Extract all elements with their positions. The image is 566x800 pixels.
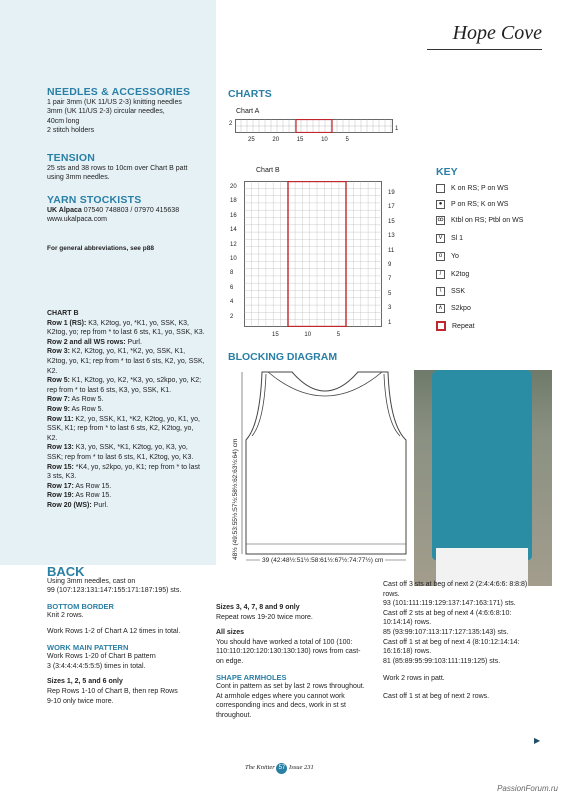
key-heading: KEY <box>436 166 458 178</box>
chart-a-row1: 1 <box>395 126 399 132</box>
garment-photo <box>414 370 552 586</box>
needles-line: 40cm long <box>47 117 80 125</box>
chart-b-row: Row 13: K3, yo, SSK, *K1, K2tog, yo, K3, yo, SSK; rep from * to last 6 sts, K1, K2tog, yo, K3. <box>47 444 194 461</box>
sizes-heading: Sizes 1, 2, 5 and 6 only <box>47 678 123 686</box>
chart-b-row: Row 2 and all WS rows: Purl. <box>47 338 142 346</box>
yarn-section <box>47 196 217 225</box>
chart-b-instructions <box>47 309 205 510</box>
column-3 <box>383 580 533 702</box>
col3-text: Work 2 rows in patt. <box>383 675 445 683</box>
knit-icon <box>436 184 445 193</box>
chart-b-col-numbers: 15 10 5 <box>272 332 341 338</box>
blocking-height: 48½ (49:53:55½:57½:58½:62:63½:64) cm <box>232 438 239 560</box>
chart-b-row: Row 3: K2, K2tog, yo, K1, *K2, yo, SSK, K1, K2tog, yo, K1; rep from * to last 6 sts, K2, yo, SSK, K2. <box>47 348 205 375</box>
chart-a-label: Chart A <box>236 108 260 115</box>
chart-b-row: Row 9: As Row 5. <box>47 405 104 413</box>
chart-b-grid <box>244 181 382 327</box>
title-rule <box>427 49 542 50</box>
yarn-brand: UK Alpaca <box>47 206 82 214</box>
needles-line: 3mm (UK 11/US 2-3) circular needles, <box>47 108 165 115</box>
yarn-phone: 07540 748803 / 07970 415638 <box>81 206 180 214</box>
chart-b-row: Row 20 (WS): Purl. <box>47 501 109 509</box>
col3-text: 93 (101:111:119:129:137:147:163:171) sts. <box>383 600 516 608</box>
sizes-heading: Sizes 3, 4, 7, 8 and 9 only <box>216 604 300 611</box>
back-section <box>47 564 207 706</box>
chart-b-row: Row 5: K1, K2tog, yo, K2, *K3, yo, s2kpo, yo, K2; rep from * to last 6 sts, K3, yo, SSK, K1. <box>47 377 202 394</box>
chart-b-text-heading: CHART B <box>47 310 79 317</box>
ktbl-icon: ꝏ <box>437 217 444 223</box>
key-item: ● P on RS; K on WS <box>436 200 508 209</box>
key-item: ∧ S2kpo <box>436 304 471 313</box>
chart-b-row: Row 1 (RS): K3, K2tog, yo, *K1, yo, SSK, K3, K2tog, yo; rep from * to last 6 sts, K1, yo, SSK, K3. <box>47 319 205 337</box>
shape-armholes-heading: SHAPE ARMHOLES <box>216 672 287 682</box>
col3-text: Cast off 3 sts at beg of next 2 (2:4:4:6:6: 8:8:8) rows. <box>383 581 528 598</box>
repeat-icon <box>436 321 446 331</box>
chart-b-row: Row 17: As Row 15. <box>47 482 112 490</box>
key-item: / K2tog <box>436 270 469 279</box>
back-text: Work Rows 1-20 of Chart B pattern <box>47 653 156 661</box>
key-item: \ SSK <box>436 287 465 296</box>
yarn-website[interactable]: www.ukalpaca.com <box>47 216 107 223</box>
needles-line: 2 stitch holders <box>47 127 95 134</box>
col2-text: Repeat rows 19-20 twice more. <box>216 613 313 621</box>
chart-a-row2: 2 <box>229 121 233 127</box>
blocking-heading: BLOCKING DIAGRAM <box>228 351 338 363</box>
needles-section <box>47 88 217 136</box>
slip-icon: V <box>436 234 445 243</box>
blocking-width: 39 (42:48½:51½:58:61½:67½:74:77½) cm <box>262 557 384 564</box>
chart-b-left-numbers: 20 18 16 14 12 10 8 6 4 2 <box>230 184 237 320</box>
back-text: 99 (107:123:131:147:155:171:187:195) sts. <box>47 587 182 595</box>
ssk-icon: \ <box>436 287 445 296</box>
chart-b-row: Row 7: As Row 5. <box>47 396 104 404</box>
key-item: Repeat <box>436 321 475 331</box>
page-number: 57 <box>276 763 287 774</box>
col2-text: You should have worked a total of 100 (100: 110:110:120:120:130:130:130) rows from cast-on edge. <box>216 638 361 665</box>
back-text: 9-10 only twice more. <box>47 697 114 705</box>
blocking-diagram <box>240 370 410 566</box>
back-text: Rep Rows 1-10 of Chart B, then rep Rows <box>47 687 178 695</box>
page-title: Hope Cove <box>452 22 542 44</box>
needles-heading: NEEDLES & ACCESSORIES <box>47 86 191 98</box>
chart-b-label: Chart B <box>256 167 280 174</box>
back-text: 3 (3:4:4:4:4:5:5:5) times in total. <box>47 662 146 670</box>
needles-line: 1 pair 3mm (UK 11/US 2-3) knitting needles <box>47 98 182 106</box>
back-text: Knit 2 rows. <box>47 612 84 620</box>
abbrev-note: For general abbreviations, see p88 <box>47 245 154 252</box>
yo-icon: o <box>436 252 445 261</box>
main-pattern-heading: WORK MAIN PATTERN <box>47 642 129 652</box>
col3-text: Cast off 1 st at beg of next 2 rows. <box>383 692 490 700</box>
footer: The Knitter 57 Issue 231 <box>245 763 314 774</box>
col3-text: 81 (85:89:95:99:103:111:119:125) sts. <box>383 657 501 665</box>
all-sizes-heading: All sizes <box>216 629 245 637</box>
key-item: o Yo <box>436 252 459 261</box>
col2-text: Cont in pattern as set by last 2 rows throughout. At armhole edges where you cannot work corresponding incs and decs, work in st st throughout. <box>216 683 365 719</box>
tension-section <box>47 154 217 183</box>
col3-text: 85 (93:99:107:113:117:127:135:143) sts. <box>383 628 509 636</box>
chart-b-right-numbers: 19 17 15 13 11 9 7 5 3 1 <box>388 190 395 326</box>
chart-a-grid <box>235 119 393 133</box>
s2kpo-icon: ∧ <box>436 304 445 313</box>
key-item: V Sl 1 <box>436 234 463 243</box>
column-2 <box>216 603 366 721</box>
chart-b-row: Row 11: K2, yo, SSK, K1, *K2, K2tog, yo, K1, yo, SSK, K1; rep from * to last 6 sts, K2, K2tog, yo, K2. <box>47 415 200 442</box>
chart-a-col-numbers: 25 20 15 10 5 <box>248 137 349 143</box>
tension-heading: TENSION <box>47 152 96 164</box>
chart-b-row: Row 19: As Row 15. <box>47 492 112 500</box>
continue-arrow-icon: ▶ <box>534 736 541 745</box>
chart-b-row: Row 15: *K4, yo, s2kpo, yo, K1; rep from * to last 3 sts, K3. <box>47 463 200 481</box>
tension-line: 25 sts and 38 rows to 10cm over Chart B patt <box>47 164 188 172</box>
back-heading: BACK <box>47 564 85 579</box>
key-item: ꝏ Ktbl on RS; Ptbl on WS <box>437 217 524 224</box>
k2tog-icon: / <box>436 270 445 279</box>
col3-text: Cast off 2 sts at beg of next 4 (4:6:6:8:10: 10:14:14) rows. <box>383 609 512 627</box>
yarn-heading: YARN STOCKISTS <box>47 194 142 206</box>
back-text: Using 3mm needles, cast on <box>47 577 136 585</box>
vest-shape <box>432 370 532 560</box>
border-heading: BOTTOM BORDER <box>47 601 114 611</box>
tension-line: using 3mm needles. <box>47 174 110 181</box>
col3-text: Cast off 1 st at beg of next 4 (8:10:12:14:14: 16:16:18) rows. <box>383 638 520 656</box>
watermark: PassionForum.ru <box>497 784 558 793</box>
charts-heading: CHARTS <box>228 88 272 100</box>
key-item: K on RS; P on WS <box>436 184 508 193</box>
purl-icon: ● <box>436 200 445 209</box>
back-text: Work Rows 1-2 of Chart A 12 times in total. <box>47 627 181 635</box>
